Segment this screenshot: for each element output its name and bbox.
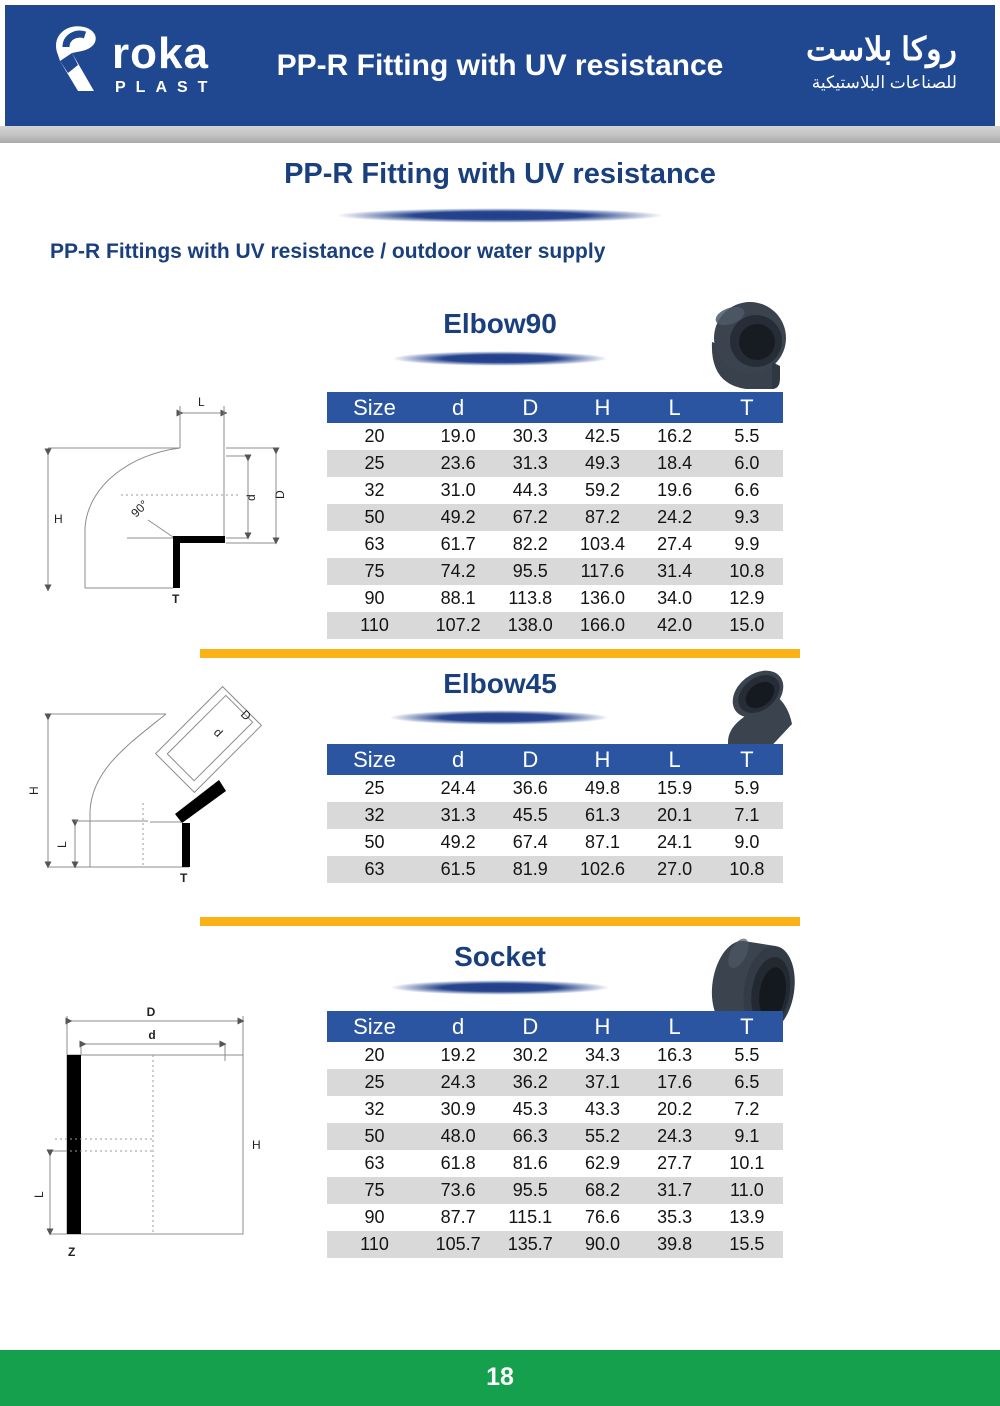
- table-row: [327, 1150, 783, 1177]
- table-cell: 42.0: [657, 615, 693, 635]
- dim-label-Z: Z: [68, 1245, 76, 1259]
- dim-label-L: L: [32, 1191, 46, 1198]
- brand-logo: [50, 21, 217, 99]
- table-cell: 27.7: [657, 1153, 693, 1173]
- table-cell: 16.2: [657, 426, 693, 446]
- table-cell: 82.2: [512, 534, 548, 554]
- table-row: [327, 450, 783, 477]
- table-cell: 115.1: [508, 1207, 553, 1227]
- table-cell: 90.0: [584, 1234, 620, 1254]
- table-row: [327, 423, 783, 450]
- table-cell: 88.1: [440, 588, 476, 608]
- table-cell: 103.4: [579, 534, 625, 554]
- table-cell: 31.4: [657, 561, 693, 581]
- table-head: [327, 392, 783, 423]
- table-body: [327, 775, 783, 883]
- table-cell: 36.6: [512, 778, 548, 798]
- table-body: [327, 1042, 783, 1258]
- table-cell: 24.4: [440, 778, 476, 798]
- table-cell: 9.1: [734, 1126, 760, 1146]
- table-row: [327, 1204, 783, 1231]
- table-cell: 67.2: [512, 507, 548, 527]
- table-row: [327, 856, 783, 883]
- table-cell: 87.2: [584, 507, 620, 527]
- page-subtitle: PP-R Fittings with UV resistance / outdoor water supply: [50, 240, 606, 263]
- column-header: H: [566, 1011, 638, 1042]
- section-title-elbow90: Elbow90: [443, 308, 557, 339]
- dim-label-H: H: [27, 786, 41, 795]
- dim-label-d: d: [244, 494, 258, 501]
- table-cell: 6.0: [734, 453, 760, 473]
- table-row: [327, 829, 783, 856]
- table-cell: 6.5: [734, 1072, 760, 1092]
- table-head: [327, 744, 783, 775]
- column-header: T: [711, 744, 783, 775]
- table-cell: 76.6: [584, 1207, 620, 1227]
- table-cell: 49.2: [440, 507, 476, 527]
- socket-technical-drawing: [32, 1005, 300, 1278]
- table-cell: 75: [364, 561, 385, 581]
- table-cell: 63: [364, 859, 385, 879]
- dim-label-d: d: [210, 725, 226, 740]
- logo-text: [112, 29, 218, 97]
- header-arabic-subtitle: للصناعات البلاستيكية: [811, 73, 957, 92]
- column-header: L: [639, 392, 711, 423]
- table-cell: 73.6: [440, 1180, 476, 1200]
- header-arabic-title: روكا بلاست: [805, 31, 957, 67]
- table-cell: 90: [364, 588, 385, 608]
- table-cell: 16.3: [657, 1045, 693, 1065]
- table-cell: 102.6: [579, 859, 625, 879]
- table-cell: 43.3: [584, 1099, 620, 1119]
- table-row: [327, 1231, 783, 1258]
- column-header: D: [494, 744, 566, 775]
- table-head: [327, 1011, 783, 1042]
- table-cell: 15.5: [729, 1234, 765, 1254]
- table-cell: 110: [360, 1234, 389, 1254]
- table-cell: 24.3: [657, 1126, 693, 1146]
- table-row: [327, 531, 783, 558]
- table-cell: 34.3: [584, 1045, 620, 1065]
- column-header: D: [494, 1011, 566, 1042]
- dim-label-T: T: [172, 592, 180, 606]
- table-cell: 32: [364, 805, 385, 825]
- table-cell: 5.5: [734, 426, 760, 446]
- table-cell: 15.0: [729, 615, 765, 635]
- table-cell: 50: [364, 832, 385, 852]
- elbow45-spec-table: [327, 744, 783, 883]
- column-header: Size: [327, 1011, 422, 1042]
- socket-spec-table: [327, 1011, 783, 1258]
- table-cell: 105.7: [435, 1234, 481, 1254]
- table-cell: 95.5: [512, 561, 548, 581]
- table-cell: 27.0: [657, 859, 693, 879]
- table-cell: 25: [364, 778, 385, 798]
- table-cell: 59.2: [584, 480, 620, 500]
- table-cell: 19.0: [440, 426, 476, 446]
- table-row: [327, 775, 783, 802]
- table-cell: 50: [364, 1126, 385, 1146]
- table-cell: 37.1: [584, 1072, 620, 1092]
- table-cell: 20: [364, 426, 385, 446]
- table-cell: 138.0: [507, 615, 553, 635]
- table-cell: 24.1: [657, 832, 693, 852]
- section-title-socket: Socket: [454, 941, 546, 972]
- table-cell: 15.9: [657, 778, 693, 798]
- table-cell: 13.9: [729, 1207, 765, 1227]
- elbow45-technical-drawing: [27, 673, 310, 888]
- title-swoosh: [333, 208, 667, 223]
- logo-plast-label: PLAST: [115, 79, 218, 96]
- elbow90-technical-drawing: [40, 396, 305, 628]
- section-title-elbow45: Elbow45: [443, 668, 557, 699]
- table-cell: 20.2: [657, 1099, 693, 1119]
- table-cell: 7.2: [734, 1099, 760, 1119]
- table-cell: 6.6: [734, 480, 760, 500]
- table-cell: 81.9: [512, 859, 548, 879]
- table-cell: 166.0: [579, 615, 625, 635]
- elbow90-product-photo: [698, 296, 794, 394]
- table-cell: 30.3: [512, 426, 548, 446]
- dim-label-L: L: [55, 841, 69, 848]
- header-shadow-band: [0, 126, 1000, 143]
- header-arabic-block: [806, 29, 957, 93]
- table-cell: 11.0: [730, 1180, 764, 1200]
- table-row: [327, 585, 783, 612]
- section-swoosh: [390, 351, 610, 366]
- column-header: d: [422, 1011, 494, 1042]
- dim-label-D: D: [273, 490, 287, 499]
- table-cell: 49.3: [584, 453, 620, 473]
- table-row: [327, 612, 783, 639]
- table-cell: 34.0: [657, 588, 693, 608]
- table-cell: 20: [364, 1045, 385, 1065]
- dim-label-D: D: [146, 1005, 156, 1019]
- page-title: PP-R Fitting with UV resistance: [284, 158, 716, 190]
- table-row: [327, 477, 783, 504]
- header: [5, 5, 995, 126]
- table-cell: 61.7: [440, 534, 476, 554]
- table-cell: 31.7: [657, 1180, 693, 1200]
- table-row: [327, 1069, 783, 1096]
- table-cell: 49.2: [440, 832, 476, 852]
- header-title: PP-R Fitting with UV resistance: [276, 49, 724, 82]
- table-cell: 62.9: [584, 1153, 620, 1173]
- table-cell: 24.2: [657, 507, 693, 527]
- column-header: D: [494, 392, 566, 423]
- table-cell: 9.0: [734, 832, 760, 852]
- dim-label-H: H: [252, 1138, 261, 1152]
- table-cell: 39.8: [657, 1234, 693, 1254]
- table-cell: 45.5: [512, 805, 548, 825]
- dim-label-d: d: [148, 1028, 156, 1042]
- column-header: Size: [327, 744, 422, 775]
- table-cell: 23.6: [440, 453, 476, 473]
- table-cell: 66.3: [512, 1126, 548, 1146]
- table-cell: 63: [364, 1153, 385, 1173]
- table-row: [327, 558, 783, 585]
- table-body: [327, 423, 783, 639]
- table-row: [327, 504, 783, 531]
- logo-roka-label: roka: [112, 29, 209, 78]
- column-header: Size: [327, 392, 422, 423]
- table-cell: 50: [364, 507, 385, 527]
- table-cell: 90: [364, 1207, 385, 1227]
- table-cell: 9.9: [734, 534, 760, 554]
- table-cell: 7.1: [734, 805, 760, 825]
- table-cell: 35.3: [657, 1207, 693, 1227]
- section-divider: [200, 649, 800, 658]
- table-cell: 113.8: [508, 588, 553, 608]
- section-swoosh: [387, 710, 611, 725]
- table-cell: 135.7: [507, 1234, 553, 1254]
- table-cell: 5.5: [734, 1045, 760, 1065]
- table-cell: 24.3: [440, 1072, 476, 1092]
- dim-label-L: L: [198, 395, 205, 409]
- table-cell: 31.3: [440, 805, 476, 825]
- table-cell: 25: [364, 1072, 385, 1092]
- table-cell: 5.9: [734, 778, 760, 798]
- elbow90-spec-table: [327, 392, 783, 639]
- table-cell: 19.2: [440, 1045, 476, 1065]
- column-header: H: [566, 744, 638, 775]
- table-cell: 12.9: [729, 588, 765, 608]
- table-cell: 25: [364, 453, 385, 473]
- roka-logo-icon: [50, 21, 106, 99]
- table-cell: 32: [364, 1099, 385, 1119]
- table-cell: 61.3: [584, 805, 620, 825]
- dim-label-T: T: [180, 871, 188, 885]
- table-cell: 61.8: [440, 1153, 476, 1173]
- table-cell: 67.4: [512, 832, 548, 852]
- table-cell: 27.4: [657, 534, 693, 554]
- table-cell: 136.0: [579, 588, 625, 608]
- table-cell: 44.3: [512, 480, 548, 500]
- table-cell: 45.3: [512, 1099, 548, 1119]
- table-cell: 19.6: [657, 480, 693, 500]
- column-header: L: [639, 1011, 711, 1042]
- column-header: T: [711, 392, 783, 423]
- table-cell: 87.1: [584, 832, 620, 852]
- table-row: [327, 802, 783, 829]
- table-cell: 31.0: [440, 480, 476, 500]
- column-header: L: [639, 744, 711, 775]
- table-cell: 49.8: [584, 778, 620, 798]
- table-row: [327, 1177, 783, 1204]
- table-cell: 17.6: [657, 1072, 693, 1092]
- table-cell: 20.1: [657, 805, 693, 825]
- table-cell: 9.3: [734, 507, 760, 527]
- table-cell: 18.4: [657, 453, 693, 473]
- table-cell: 10.8: [729, 561, 765, 581]
- table-cell: 32: [364, 480, 385, 500]
- column-header: T: [711, 1011, 783, 1042]
- table-cell: 95.5: [512, 1180, 548, 1200]
- table-cell: 31.3: [512, 453, 548, 473]
- table-cell: 117.6: [580, 561, 625, 581]
- table-cell: 87.7: [440, 1207, 476, 1227]
- table-cell: 36.2: [512, 1072, 548, 1092]
- table-row: [327, 1042, 783, 1069]
- dim-label-D: D: [237, 707, 254, 724]
- section-divider: [200, 917, 800, 926]
- table-cell: 63: [364, 534, 385, 554]
- table-cell: 81.6: [512, 1153, 548, 1173]
- table-cell: 107.2: [435, 615, 481, 635]
- column-header: d: [422, 392, 494, 423]
- table-cell: 30.9: [440, 1099, 476, 1119]
- footer-bar: [0, 1350, 1000, 1406]
- table-cell: 48.0: [440, 1126, 476, 1146]
- section-swoosh: [388, 980, 612, 995]
- table-cell: 10.1: [729, 1153, 765, 1173]
- page-number: 18: [486, 1363, 514, 1391]
- table-row: [327, 1096, 783, 1123]
- table-cell: 10.8: [729, 859, 765, 879]
- table-row: [327, 1123, 783, 1150]
- table-cell: 42.5: [584, 426, 620, 446]
- table-cell: 68.2: [584, 1180, 620, 1200]
- table-cell: 55.2: [584, 1126, 620, 1146]
- column-header: d: [422, 744, 494, 775]
- dim-label-H: H: [54, 512, 63, 526]
- table-cell: 75: [364, 1180, 385, 1200]
- dim-label-angle: 90°: [128, 497, 151, 521]
- table-cell: 74.2: [440, 561, 476, 581]
- table-cell: 61.5: [440, 859, 476, 879]
- table-cell: 30.2: [512, 1045, 548, 1065]
- table-cell: 110: [360, 615, 389, 635]
- column-header: H: [566, 392, 638, 423]
